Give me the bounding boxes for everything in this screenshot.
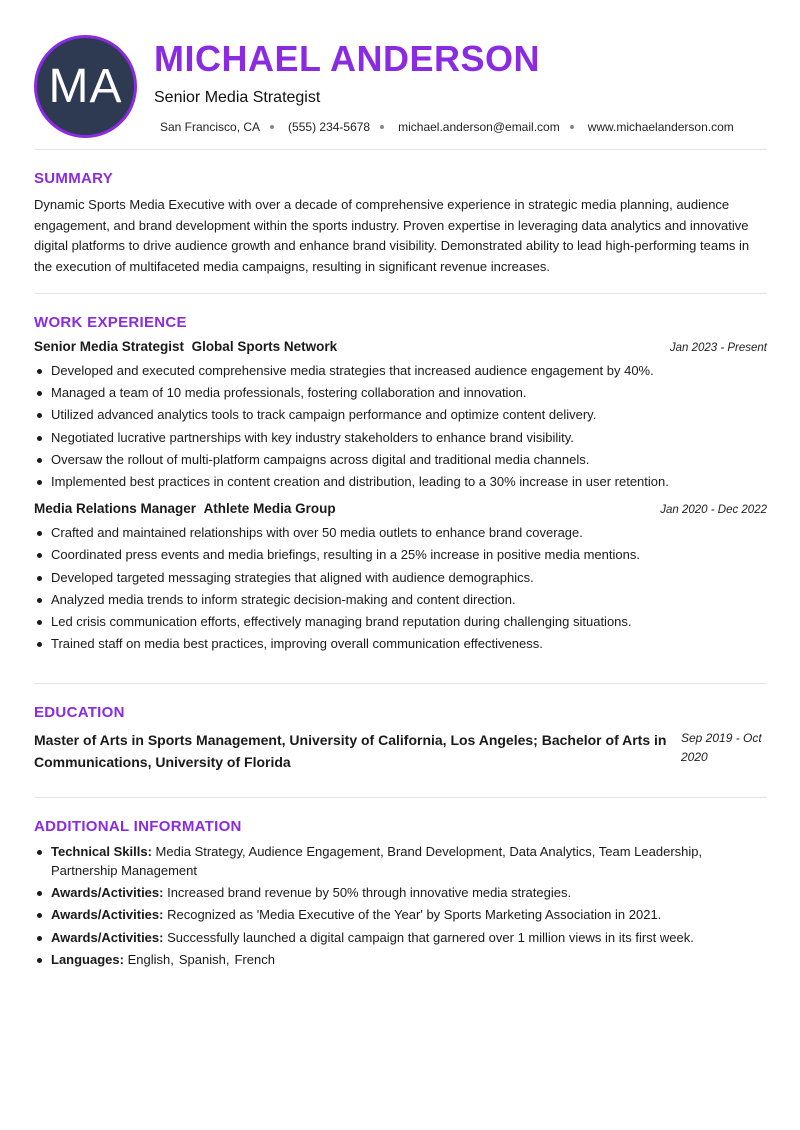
job-bullet: Oversaw the rollout of multi-platform campaigns across digital and traditional media channels. [34,449,767,471]
contact-location: San Francisco, CA [160,120,261,134]
job-role: Senior Media Strategist [34,339,185,354]
job-bullet: Trained staff on media best practices, improving overall communication effectiveness. [34,633,767,655]
info-label: Technical Skills: [51,844,152,860]
additional-info-item [34,929,767,948]
job-header [34,501,767,516]
info-label: Awards/Activities: [51,907,164,923]
experience-section [34,294,767,684]
info-text: Successfully launched a digital campaign that garnered over 1 million views in its first week. [167,929,694,945]
language-item: Spanish [178,952,226,967]
languages-item: Languages: English, Spanish, French [34,951,767,970]
language-item: English [127,952,171,967]
candidate-title: Senior Media Strategist [154,89,321,106]
job-title [34,339,337,354]
section-heading-education: EDUCATION [34,704,125,722]
job-dates: Jan 2023 - Present [669,342,767,354]
contact-website[interactable]: www.michaelanderson.com [587,120,734,134]
education-section [34,684,767,798]
contact-info [160,120,734,134]
job-header [34,339,767,354]
job-company: Global Sports Network [191,339,338,354]
separator-dot-icon [380,125,384,129]
job-title [34,501,336,516]
separator-dot-icon [270,125,274,129]
additional-info-item [34,906,767,925]
job-bullet: Developed targeted messaging strategies that aligned with audience demographics. [34,567,767,589]
contact-email[interactable]: michael.anderson@email.com [398,120,560,134]
summary-section [34,150,767,294]
candidate-name: MICHAEL ANDERSON [154,38,541,79]
job-bullet: Coordinated press events and media briefings, resulting in a 25% increase in positive media mentions. [34,544,767,566]
job-bullet: Implemented best practices in content creation and distribution, leading to a 30% increase in user retention. [34,471,767,493]
job-dates: Jan 2020 - Dec 2022 [660,504,767,517]
section-heading-experience: WORK EXPERIENCE [34,314,187,331]
job-role: Media Relations Manager [34,501,197,517]
separator-dot-icon [570,125,574,129]
job-bullet: Crafted and maintained relationships with over 50 media outlets to enhance brand coverage. [34,522,767,544]
additional-info-section [34,798,767,969]
info-text: Recognized as 'Media Executive of the Year' by Sports Marketing Association in 2021. [167,907,662,923]
job-entry [34,501,767,655]
job-bullet: Managed a team of 10 media professionals, fostering collaboration and innovation. [34,382,767,404]
avatar-initials: MA [48,60,123,113]
info-text: Increased brand revenue by 50% through innovative media strategies. [167,885,572,901]
resume-header [34,0,767,150]
avatar [34,35,137,138]
info-text: Media Strategy, Audience Engagement, Brand Development, Data Analytics, Team Leadership, Partnership Management [51,844,703,878]
additional-info-list [34,843,767,969]
job-bullets [34,522,767,655]
education-degree: Master of Arts in Sports Management, University of California, Los Angeles; Bachelor of Arts in Communications, University of Florida [34,732,667,771]
language-item: French [234,952,275,967]
education-entry [34,729,767,797]
additional-info-item [34,884,767,903]
resume-page [34,0,767,973]
info-label: Awards/Activities: [51,885,164,901]
job-list [34,339,767,655]
education-dates: Sep 2019 - Oct 2020 [681,731,762,765]
contact-phone: (555) 234-5678 [288,120,371,134]
languages-label: Languages: [51,952,124,967]
info-label: Awards/Activities: [51,929,164,945]
job-bullet: Negotiated lucrative partnerships with key industry stakeholders to enhance brand visibility. [34,427,767,449]
section-heading-additional: ADDITIONAL INFORMATION [34,818,242,836]
job-entry [34,339,767,493]
job-company: Athlete Media Group [203,501,336,517]
section-heading-summary: SUMMARY [34,170,114,187]
job-bullet: Developed and executed comprehensive media strategies that increased audience engagement by 40%. [34,360,767,382]
summary-text: Dynamic Sports Media Executive with over a decade of comprehensive experience in strategic media planning, audience engagement, and brand development within the sports industry. Proven expertise in leveraging data analytics and innovative digital platforms to drive audience growth and enhance brand visibility. Demonstrated ability to lead high-performing teams in the execution of multifaceted media campaigns, resulting in significant revenue increases. [34,197,750,274]
job-bullets [34,360,767,493]
additional-info-item [34,843,767,880]
job-bullet: Led crisis communication efforts, effectively managing brand reputation during challenging situations. [34,611,767,633]
job-bullet: Analyzed media trends to inform strategic decision-making and content direction. [34,589,767,611]
job-bullet: Utilized advanced analytics tools to track campaign performance and optimize content delivery. [34,404,767,426]
